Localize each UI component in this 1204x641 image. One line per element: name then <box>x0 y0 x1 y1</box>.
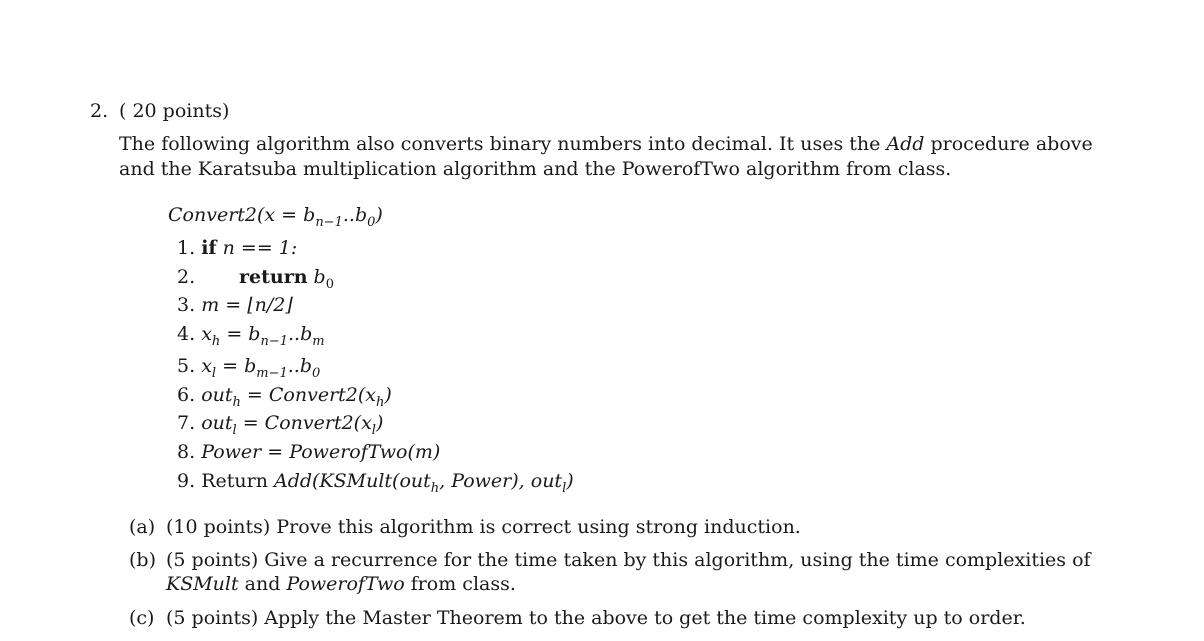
intro-line-2 <box>119 157 951 181</box>
algo-b1: b <box>303 204 316 226</box>
algorithm-header: Convert2(x = $b_{n-1}..b_0$) <box>168 204 383 230</box>
algo-b2: b <box>354 204 368 226</box>
line-number: 8. <box>177 441 196 463</box>
line-4-lhs: x <box>201 323 212 345</box>
line-9-mid: (KSMult(out <box>312 470 431 492</box>
part-a-label-text: (a) <box>129 516 156 538</box>
line-2-rest: b <box>307 266 326 288</box>
line-7-rhs2: ) <box>375 412 384 434</box>
algo-line-7 <box>177 411 384 438</box>
intro-line1-post: procedure above <box>924 133 1093 155</box>
part-b-label <box>129 548 156 572</box>
line-7-rhs1-sub: l <box>371 422 376 438</box>
algo-line-2-body <box>239 265 334 292</box>
line-9-sub2: l <box>562 480 567 496</box>
part-b-body-1: (5 points) Give a recurrence for the time taken by this algorithm, using the time complexities of <box>166 549 1091 571</box>
line-5-rhs1: = b <box>216 355 257 377</box>
intro-line-1 <box>119 132 1093 156</box>
line-9-mid2: , Power), out <box>439 470 563 492</box>
line-5-rhs1-sub: m−1 <box>256 365 288 381</box>
keyword-if: if <box>201 237 217 259</box>
part-a-label <box>129 515 155 539</box>
algo-b1-sub: n−1 <box>315 214 343 230</box>
algo-param-x: x <box>264 204 276 226</box>
line-7-lhs-sub: l <box>232 422 237 438</box>
line-3-text: m = ⌊n/2⌋ <box>201 294 293 316</box>
algo-line-2 <box>177 265 195 289</box>
algo-line-8 <box>177 440 440 464</box>
intro-line2-text: and the Karatsuba multiplication algorithm and the PowerofTwo algorithm from class. <box>119 158 952 180</box>
intro-add-italic: Add <box>886 133 925 155</box>
line-4-rhs1: = b <box>220 323 261 345</box>
part-b-ksmult: KSMult <box>166 573 239 595</box>
problem-points <box>119 99 229 123</box>
line-9-add: Add <box>273 470 313 492</box>
line-4-rhs2-sub: m <box>312 333 325 349</box>
line-5-lhs: x <box>201 355 212 377</box>
algo-line-5 <box>177 354 321 381</box>
line-4-rhs1-sub: n−1 <box>260 333 288 349</box>
line-7-rhs1: = Convert2(x <box>236 412 372 434</box>
algo-b2-sub: 0 <box>367 214 376 230</box>
line-9-sub1: h <box>430 480 440 496</box>
line-5-rhs2: ..b <box>287 355 312 377</box>
line-number: 6. <box>177 384 196 406</box>
line-5-rhs2-sub: 0 <box>312 365 321 381</box>
part-a-text <box>166 515 801 539</box>
line-8-text: Power = PowerofTwo(m) <box>201 441 441 463</box>
algo-eq: = <box>275 204 304 226</box>
part-b-and: and <box>238 573 287 595</box>
line-number: 2. <box>177 266 196 288</box>
line-9-pre: Return <box>201 470 274 492</box>
algo-line-6 <box>177 383 392 410</box>
part-a-body: (10 points) Prove this algorithm is correct using strong induction. <box>166 516 801 538</box>
part-c-text <box>166 606 1026 630</box>
part-b-label-text: (b) <box>129 549 156 571</box>
line-6-lhs-sub: h <box>232 394 241 410</box>
part-c-body: (5 points) Apply the Master Theorem to the above to get the time complexity up to order. <box>166 607 1026 629</box>
algo-name: Convert2 <box>168 204 257 226</box>
line-5-lhs-sub: l <box>211 365 217 381</box>
keyword-return: return <box>239 266 308 288</box>
problem-points-text: ( 20 points) <box>119 100 230 122</box>
algo-line-1 <box>177 236 297 260</box>
algo-dots: .. <box>342 204 355 226</box>
part-c-label-text: (c) <box>129 607 155 629</box>
line-6-rhs1-sub: h <box>376 394 385 410</box>
line-6-rhs1: = Convert2(x <box>240 384 376 406</box>
problem-number <box>90 99 108 123</box>
line-number: 7. <box>177 412 196 434</box>
part-b-line-1 <box>166 548 1091 572</box>
line-9-end: ) <box>566 470 574 492</box>
line-number: 1. <box>177 237 196 259</box>
line-6-lhs: out <box>201 384 233 406</box>
algo-line-3 <box>177 293 293 317</box>
intro-line1-pre: The following algorithm also converts binary numbers into decimal. It uses the <box>119 133 887 155</box>
line-number: 4. <box>177 323 196 345</box>
part-b-line-2 <box>166 572 516 596</box>
line-7-lhs: out <box>201 412 233 434</box>
line-number: 5. <box>177 355 196 377</box>
part-b-end: from class. <box>404 573 516 595</box>
line-number: 9. <box>177 470 196 492</box>
line-4-lhs-sub: h <box>211 333 221 349</box>
line-6-rhs2: ) <box>384 384 392 406</box>
line-number: 3. <box>177 294 196 316</box>
algo-line-4 <box>177 322 325 349</box>
part-c-label <box>129 606 154 630</box>
line-1-rest: n == 1: <box>216 237 298 259</box>
line-4-rhs2: ..b <box>288 323 313 345</box>
algo-line-9 <box>177 469 574 496</box>
problem-number-text: 2. <box>90 100 109 122</box>
part-b-poweroftwo: PowerofTwo <box>286 573 405 595</box>
line-2-sub: 0 <box>325 276 334 292</box>
